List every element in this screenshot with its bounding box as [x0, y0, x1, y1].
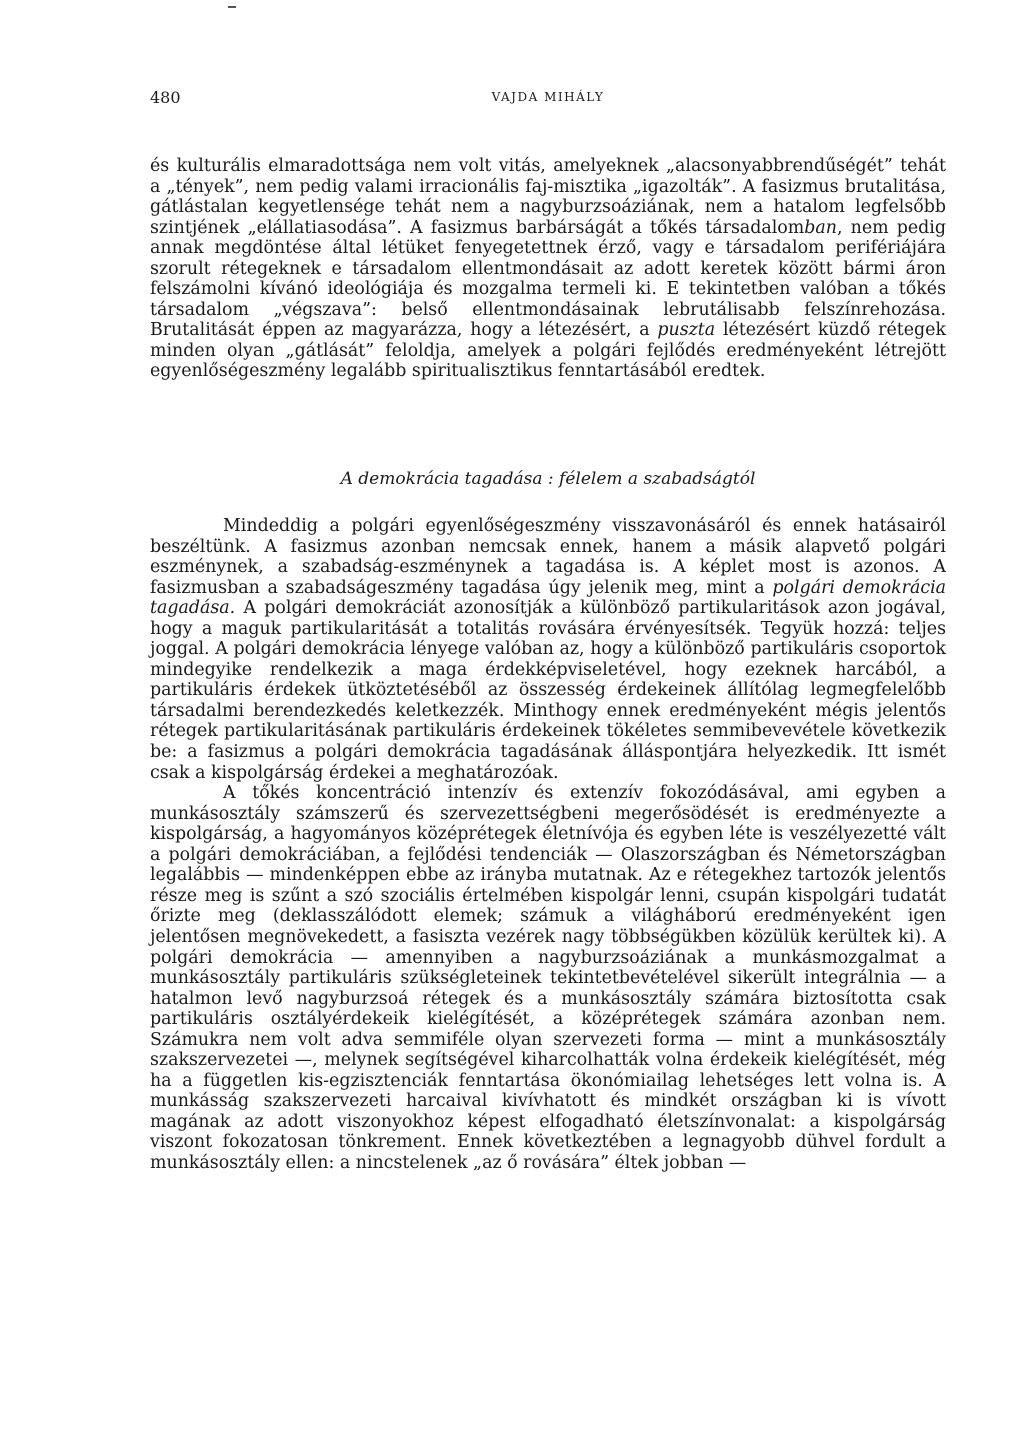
page-header — [150, 88, 946, 118]
book-page — [150, 88, 946, 1174]
text-run: , nem pedig annak megdöntése által létüket fenyegetettnek érző, vagy e társadalom perifériájára szorult rétegeknek e társadalom ellentmondásait az adott keretek között bármi áron felszámolni kívánó ideológiája és mozgalma termeli ki. E tekintetben valóban a tőkés társadalom „végszava”: belső ellentmondásainak lebrutálisabb felszínrehozása. Brutalitását éppen az magyarázza, hogy a létezésért, a — [150, 217, 946, 341]
emphasis-text: polgári demokrácia tagadása. — [150, 577, 946, 619]
text-run: A polgári demokráciát azonosítják a különböző partikularitások azon jogával, hogy a maguk partikularitását a totalitás rovására érvényesítsék. Tegyük hozzá: teljes joggal. A polgári demokrácia lényege valóban az, hogy a különböző partikuláris csoportok mindegyike rendelkezik a maga érdekképviseletével, hogy ezeknek harcából, a partikuláris érdekek ütköztetéséből az összesség érdekeinek állítólag legmegfelelőbb társadalmi berendezkedés keletkezzék. Minthogy ennek eredményeként mégis jelentős rétegek partikularitásának partikuláris érdekeinek tökéletes semmibevevétele következik be: a fasizmus a polgári demokrácia tagadásának álláspontjára helyezkedik. Itt ismét csak a kispolgárság érdekei a meghatározóak. — [150, 598, 946, 783]
running-head: VAJDA MIHÁLY — [491, 90, 605, 104]
body-paragraph — [150, 156, 946, 382]
body-paragraph — [150, 516, 946, 783]
text-run: Mindeddig a polgári egyenlőségeszmény visszavonásáról és ennek hatásairól beszéltünk. A fasizmus azonban nemcsak ennek, hanem a másik alapvető polgári eszménynek, a szabadság-eszménynek a tagadása is. A képlet most is azonos. A fasizmusban a szabadságeszmény tagadása úgy jelenik meg, mint a — [150, 516, 946, 598]
body-paragraph: A tőkés koncentráció intenzív és extenzív fokozódásával, ami egyben a munkásosztály számszerű és szervezettségbeni megerősödését is eredményezte a kispolgárság, a hagyományos középrétegek életnívója és egyben léte is veszélyezetté vált a polgári demokráciában, a fejlődési tendenciák — Olaszországban és Németországban legalábbis — mindenképpen ebbe az irányba mutatnak. Az e rétegekhez tartozók jelentős része meg is szűnt a szó szociális értelmében kispolgár lenni, csupán kispolgári tudatát őrizte meg (deklasszálódott elemek; számuk a világháború eredményeként igen jelentősen megnövekedett, a fasiszta vezérek nagy többségükben közülük kerültek ki). A polgári demokrácia — amennyiben a nagyburzsoáziának a munkásmozgalmat a munkásosztály partikuláris szükségleteinek tekintetbevételével sikerült integrálnia — a hatalmon levő nagyburzsoá rétegek és a munkásosztály számára biztosította csak partikuláris osztályérdekeik kielégítését, a középrétegek számára azonban nem. Számukra nem volt adva semmiféle olyan szervezeti forma — mint a munkásosztály szakszervezetei —, melynek segítségével kiharcolhatták volna érdekeik kielégítését, még ha a független kis-egzisztenciák fenntartása ökonómiailag lehetséges lett volna is. A munkásság szakszervezeti harcaival kivívhatott és mindkét országban ki is vívott magának az adott viszonyokhoz képest elfogadható életszínvonalat: a kispolgárság viszont fokozatosan tönkrement. Ennek következtében a legnagyobb dühvel fordult a munkásosztály ellen: a nincstelenek „az ő rovására” éltek jobban — — [150, 783, 946, 1173]
scan-mark — [228, 6, 236, 8]
section-heading: A demokrácia tagadása : félelem a szabadságtól — [340, 469, 756, 490]
emphasis-text: puszta — [657, 320, 716, 341]
page-number: 480 — [150, 88, 181, 107]
emphasis-text: ban — [804, 217, 837, 238]
text-run: és kulturális elmaradottsága nem volt vitás, amelyeknek „alacsonyabbrendűségét” tehát a „tények”, nem pedig valami irracionális faj-misztika „igazolták”. A fasizmus brutalitása, gátlástalan kegyetlensége tehát nem a nagyburzsoáziának, nem a hatalom legfelsőbb szintjének „elállatiasodása”. A fasizmus barbárságát a tőkés társadalom — [150, 156, 946, 238]
text-run: létezésért küzdő rétegek minden olyan „gátlását” feloldja, amelyek a polgári fejlődés eredményeként létrejött egyenlőségeszmény legalább spiritualisztikus fenntartásából eredtek. — [150, 320, 946, 382]
